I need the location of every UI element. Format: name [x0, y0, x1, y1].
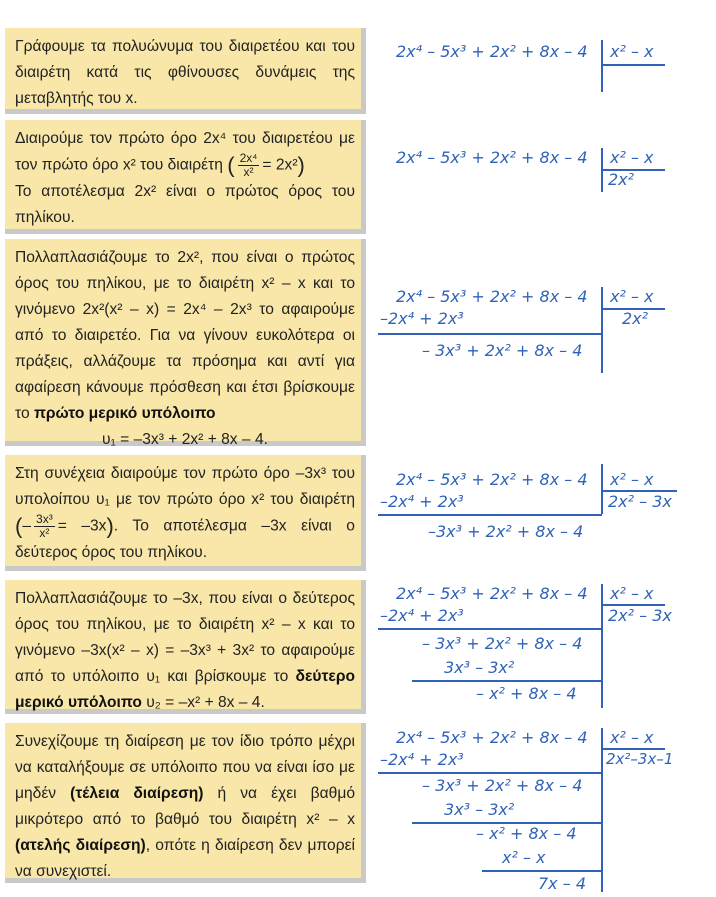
division-3 [372, 287, 716, 377]
subtrahend-3: x² – x [502, 848, 546, 867]
subtrahend-1: –2x⁴ + 2x³ [380, 750, 464, 769]
divisor: x² – x [610, 148, 654, 167]
remainder-2: – x² + 8x – 4 [476, 824, 577, 843]
step-box-3 [5, 239, 366, 446]
step-6-text-b: ή να έχει βαθμό μικρότερο από το βαθμό του διαιρέτη x² – x [15, 785, 355, 828]
dividend: 2x⁴ – 5x³ + 2x² + 8x – 4 [396, 287, 588, 306]
step-1-text: Γράφουμε τα πολυώνυμα του διαιρετέου και του διαιρέτη κατά τις φθίνουσες δυνάμεις της μεταβλητής του x. [15, 38, 355, 107]
division-2 [372, 148, 716, 198]
second-partial-remainder-label: δεύτερο μερικό υπόλοιπο [15, 668, 355, 711]
step-3-text-a: Πολλαπλασιάζουμε το 2x², που είναι ο πρώτος όρος του πηλίκου, με το διαιρέτη x² – x και το γινόμενο 2x²(x² – x) = 2x⁴ – 2x³ το αφαιρούμε από το διαιρετέο. Για να γίνουν ευκολότερα οι πράξεις, αλλάζουμε τα πρόσημα και αντί για αφαίρεση κάνουμε πρόσθεση και έτσι βρίσκουμε το [15, 249, 355, 422]
step-5-text-a: Πολλαπλασιάζουμε το –3x, που είναι ο δεύτερος όρος του πηλίκου, με το διαιρέτη x² – x και το γινόμενο –3x(x² – x) = –3x³ + 3x² το αφαιρούμε από το υπόλοιπο υ₁ και βρίσκουμε το [15, 590, 355, 685]
quotient: 2x² [622, 309, 649, 328]
step-2-frac-result: = 2x² [262, 156, 298, 174]
dividend: 2x⁴ – 5x³ + 2x² + 8x – 4 [396, 42, 588, 61]
dividend: 2x⁴ – 5x³ + 2x² + 8x – 4 [396, 470, 588, 489]
remainder-1: –3x³ + 2x² + 8x – 4 [428, 522, 584, 541]
remainder-3: 7x – 4 [538, 874, 586, 893]
subtrahend-2: 3x³ – 3x² [444, 800, 515, 819]
step-box-1 [5, 28, 366, 114]
remainder-1: – 3x³ + 2x² + 8x – 4 [422, 776, 583, 795]
subtrahend-1: –2x⁴ + 2x³ [380, 606, 464, 625]
division-4 [372, 470, 716, 550]
subtrahend-1: –2x⁴ + 2x³ [380, 492, 464, 511]
step-2-text-b: Το αποτέλεσμα 2x² είναι ο πρώτος όρος του πηλίκου. [15, 183, 355, 226]
remainder-1: – 3x³ + 2x² + 8x – 4 [422, 341, 583, 360]
divisor: x² – x [610, 470, 654, 489]
step-6-text [15, 729, 355, 885]
step-2-text-a: Διαιρούμε τον πρώτο όρο 2x⁴ του διαιρετέου με τον πρώτο όρο x² του διαιρέτη [15, 130, 355, 174]
perfect-division-label: (τέλεια διαίρεση) [70, 785, 204, 802]
step-4-text: Στη συνέχεια διαιρούμε τον πρώτο όρο –3x³ του υπολοίπου υ₁ με τον πρώτο όρο x² του διαιρέτη (– $\frac{\text{3x³}}{\text{x²}}$ = –3x). Το αποτέλεσμα –3x είναι ο δεύτερος όρος του πηλίκου. [15, 465, 355, 561]
dividend: 2x⁴ – 5x³ + 2x² + 8x – 4 [396, 728, 588, 747]
step-5-text-b: υ₂ = –x² + 8x – 4. [146, 694, 265, 711]
step-3-formula: υ₁ = –3x³ + 2x² + 8x – 4. [102, 431, 268, 448]
quotient: 2x² – 3x [608, 606, 672, 625]
step-6-text-a: Συνεχίζουμε τη διαίρεση με τον ίδιο τρόπο μέχρι να καταλήξουμε σε υπόλοιπο που να είναι ίσο με μηδέν [15, 733, 355, 802]
division-6 [372, 728, 716, 896]
divisor: x² – x [610, 728, 654, 747]
division-1 [372, 40, 716, 100]
first-partial-remainder-label: πρώτο μερικό υπόλοιπο [33, 405, 216, 422]
step-box-4 [5, 455, 366, 571]
remainder-1: – 3x³ + 2x² + 8x – 4 [422, 634, 583, 653]
step-box-5 [5, 580, 366, 714]
quotient: 2x²–3x–1 [606, 750, 674, 768]
divisor: x² – x [610, 287, 654, 306]
step-2-text: Διαιρούμε τον πρώτο όρο 2x⁴ του διαιρετέου με τον πρώτο όρο x² του διαιρέτη ( $\frac{\text{2x⁴}}{\text{x²}}$ = 2x²) [15, 130, 355, 179]
step-box-2 [5, 120, 366, 234]
step-2-fraction: $\frac{\text{2x⁴}}{\text{x²}}$ [239, 151, 258, 179]
step-box-6 [5, 723, 366, 883]
dividend: 2x⁴ – 5x³ + 2x² + 8x – 4 [396, 148, 588, 167]
divisor: x² – x [610, 584, 654, 603]
quotient: 2x² – 3x [608, 492, 672, 511]
step-4-text-a: Στη συνέχεια διαιρούμε τον πρώτο όρο –3x³ του υπολοίπου υ₁ με τον πρώτο όρο x² του διαιρέτη [15, 465, 355, 508]
remainder-2: – x² + 8x – 4 [476, 684, 577, 703]
step-4-frac-result: = –3x [57, 517, 107, 535]
quotient: 2x² [608, 170, 635, 189]
division-5 [372, 584, 716, 714]
step-5-text [15, 586, 355, 716]
step-4-fraction: $\frac{\text{3x³}}{\text{x²}}$ [36, 512, 53, 540]
dividend: 2x⁴ – 5x³ + 2x² + 8x – 4 [396, 584, 588, 603]
imperfect-division-label: (ατελής διαίρεση) [15, 837, 146, 854]
step-3-text [15, 245, 355, 427]
subtrahend-2: 3x³ – 3x² [444, 658, 515, 677]
step-6-text-c: , οπότε η διαίρεση δεν μπορεί να συνεχιστεί. [15, 837, 355, 880]
subtrahend-1: –2x⁴ + 2x³ [380, 309, 464, 328]
divisor: x² – x [610, 42, 654, 61]
step-4-text-b: . Το αποτέλεσμα –3x είναι ο δεύτερος όρος του πηλίκου. [15, 517, 355, 561]
